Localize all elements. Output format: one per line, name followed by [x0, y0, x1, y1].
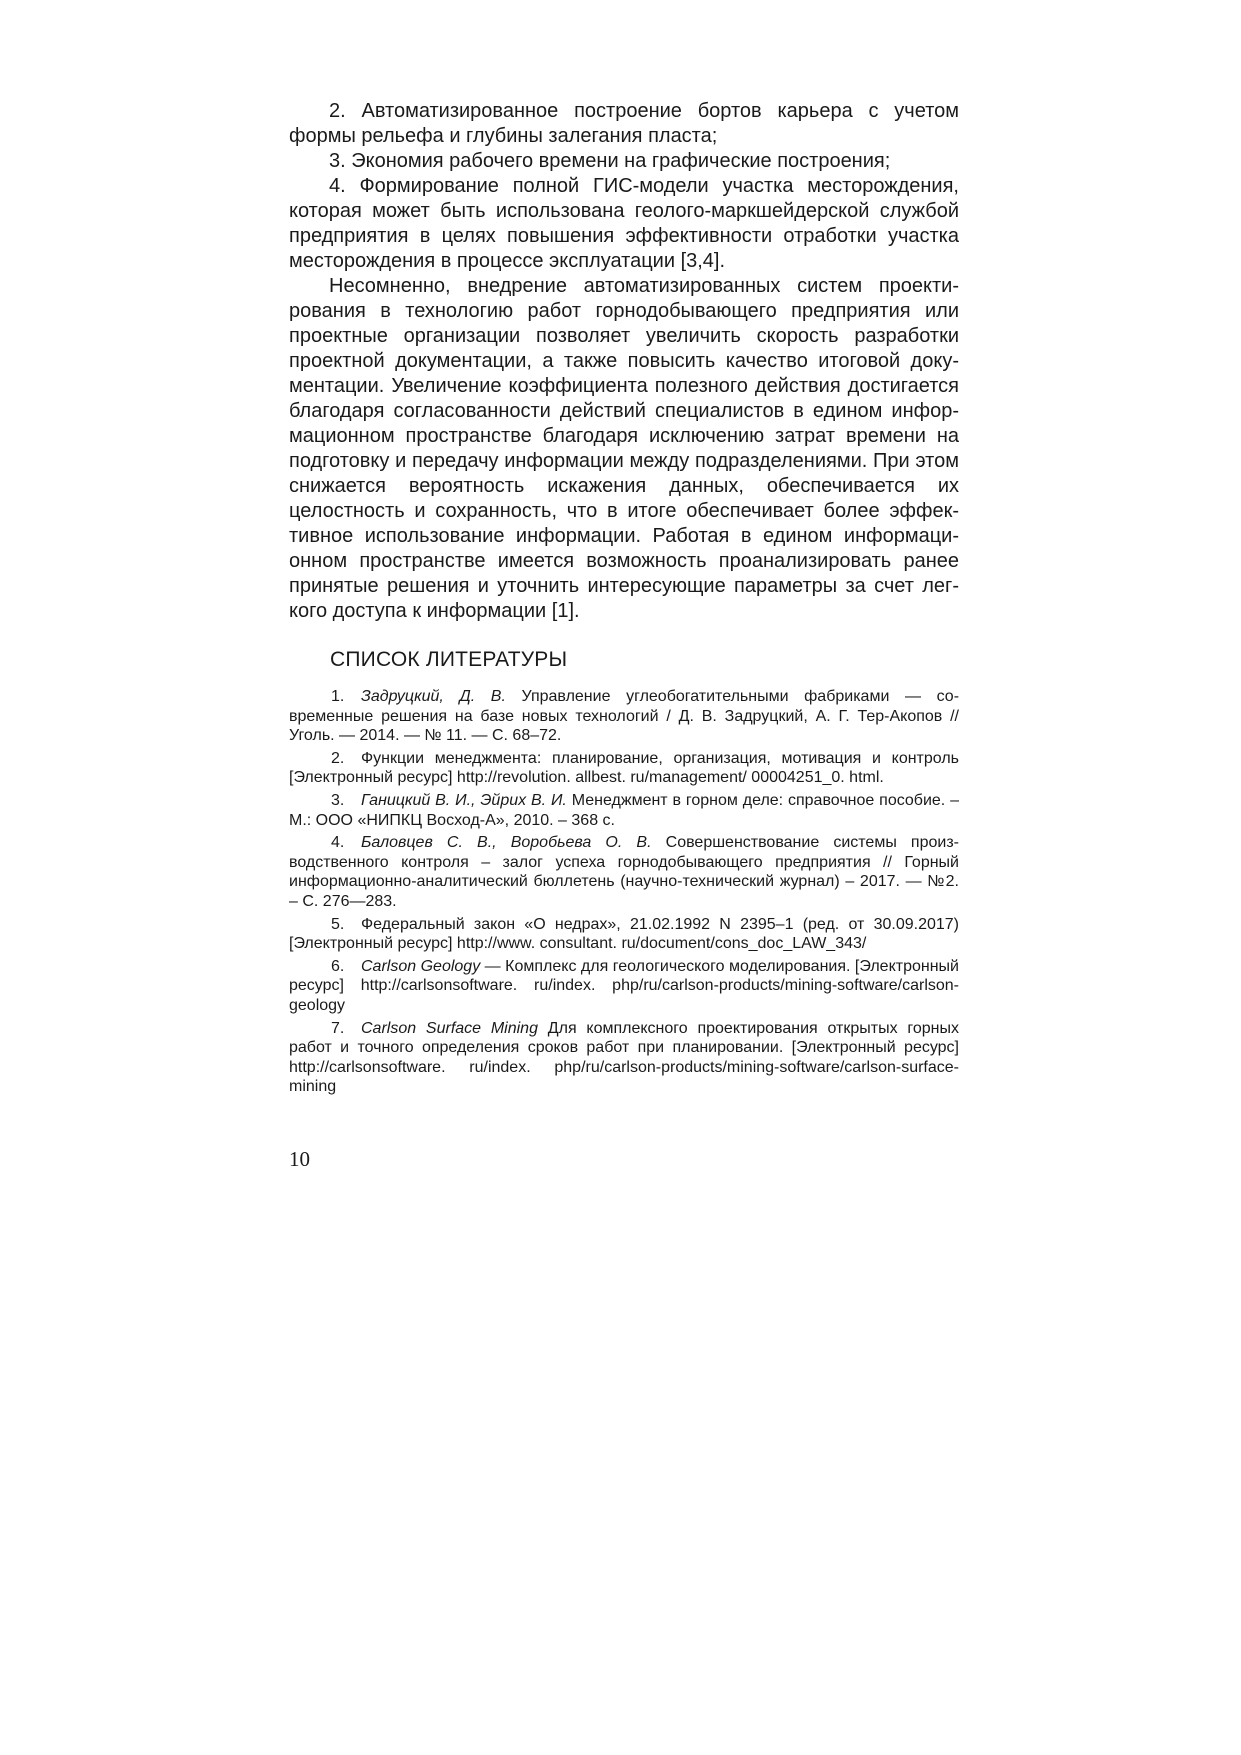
reference-item — [289, 957, 959, 1016]
reference-author: Баловцев С. В., Воробьева О. В. — [361, 834, 652, 852]
reference-author: Ганицкий В. И., Эйрих В. И. — [361, 791, 567, 809]
reference-item — [289, 915, 959, 954]
reference-number: 1. — [331, 688, 345, 705]
reference-item — [289, 687, 959, 746]
reference-item — [289, 833, 959, 911]
references-heading: СПИСОК ЛИТЕРАТУРЫ — [330, 648, 568, 671]
reference-item — [289, 791, 959, 830]
reference-author: Задруцкий, Д. В. — [361, 688, 506, 705]
paragraph-conclusion: Несомненно, внедрение автоматизированных систем проектирования в технологию работ горнодобывающего предприятия или проектные организации позволяет увеличить скорость разработки проектной документации, а также повысить качество итоговой документации. Увеличение коэффициента полезного действия достигается благодаря согласованности действий специалистов в едином информационном пространстве благодаря исключению затрат времени на подготовку и передачу информации между подразделениями. При этом снижается вероятность искажения данных, обеспечивается их целостность и сохранность, что в итоге обеспечивает более эффективное использование информации. Работая в едином информационном пространстве имеется возможность проанализировать ранее принятые решения и уточнить интересующие параметры за счет легкого доступа к информации [1]. — [289, 275, 959, 622]
paragraph-item-4: 4. Формирование полной ГИС-модели участка месторождения, которая может быть использована геолого-маркшейдерской службой предприятия в целях повышения эффективности отработки участка месторождения в процессе эксплуатации [3,4]. — [289, 175, 959, 272]
reference-item — [289, 1019, 959, 1097]
reference-text: Функции менеджмента: планирование, организация, мотивация и контроль [Электронный ресурс] http://revolution. allbest. ru/management/ 00004251_0. html. — [289, 749, 959, 787]
reference-author: Carlson Surface Mining — [361, 1019, 538, 1037]
reference-text: Совершенствование системы производственного контроля – залог успеха горнодобывающего предприятия // Горный информационно-аналитический бюллетень (научно-технический журнал) – 2017. — №2. – С. 276—283. — [289, 834, 959, 910]
reference-author: Carlson Geology — [361, 957, 481, 975]
body-text — [289, 99, 959, 624]
paragraph-item-2: 2. Автоматизированное построение бортов карьера с учетом формы рельефа и глубины залегания пласта; — [289, 100, 959, 147]
reference-number: 2. — [331, 749, 345, 767]
reference-number: 7. — [331, 1019, 345, 1037]
reference-text: Федеральный закон «О недрах», 21.02.1992 N 2395–1 (ред. от 30.09.2017) [Электронный ресурс] http://www. consultant. ru/document/cons_doc_LAW_343/ — [289, 915, 959, 953]
page-number: 10 — [289, 1147, 310, 1171]
reference-text: Управление углеобогатительными фабриками — современные решения на базе новых технологий / Д. В. Задруцкий, А. Г. Тер-Акопов // Уголь. — 2014. — № 11. — С. 68–72. — [289, 688, 960, 745]
reference-number: 3. — [331, 791, 345, 809]
reference-text: Для комплексного проектирования открытых горных работ и точного определения сроков работ при планировании. [Электронный ресурс] http://carlsonsoftware. ru/index. php/ru/carlson-products/mining-software/carlson-surface-mining — [289, 1019, 960, 1096]
reference-number: 4. — [331, 834, 345, 852]
reference-item — [289, 749, 959, 788]
reference-number: 6. — [331, 957, 345, 975]
reference-text: Менеджмент в горном деле: справочное пособие. – М.: ООО «НИПКЦ Восход-А», 2010. – 368 с. — [289, 791, 960, 829]
reference-number: 5. — [331, 915, 345, 933]
references-list — [289, 687, 959, 1100]
paragraph-item-3: 3. Экономия рабочего времени на графические построения; — [329, 150, 891, 172]
reference-text: — Комплекс для геологического моделирования. [Электронный ресурс] http://carlsonsoftware. ru/index. php/ru/carlson-products/mining-software/carlson-geology — [289, 957, 959, 1014]
